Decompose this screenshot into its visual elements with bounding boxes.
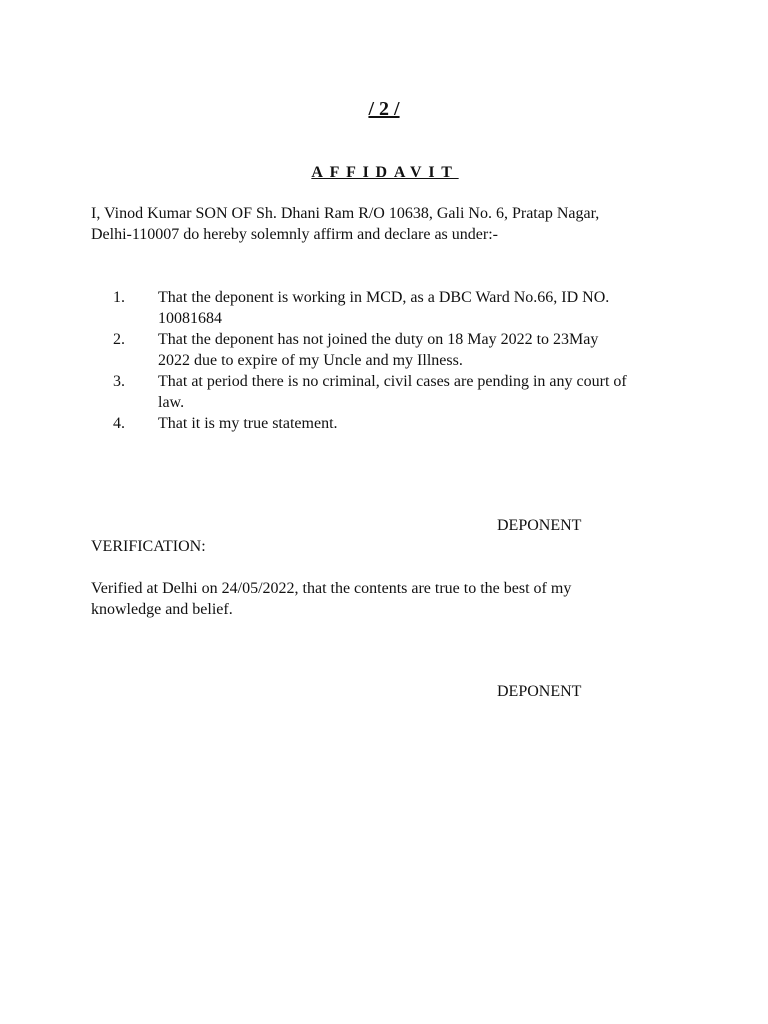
declaration-item — [91, 413, 691, 434]
declaration-item — [91, 287, 691, 329]
deponent-signature-label: DEPONENT — [497, 517, 582, 534]
verification-paragraph: Verified at Delhi on 24/05/2022, that the contents are true to the best of my knowledge and belief. — [91, 580, 572, 618]
declaration-number: 2. — [113, 331, 125, 348]
declaration-text: That the deponent has not joined the duty on 18 May 2022 to 23May 2022 due to expire of my Uncle and my Illness. — [158, 331, 599, 369]
document-title: AFFIDAVIT — [311, 164, 459, 181]
declaration-text: That at period there is no criminal, civil cases are pending in any court of law. — [158, 373, 627, 411]
declaration-text: That the deponent is working in MCD, as a DBC Ward No.66, ID NO. 10081684 — [158, 289, 610, 327]
declaration-number: 3. — [113, 373, 125, 390]
declaration-text: That it is my true statement. — [158, 415, 338, 432]
declaration-item — [91, 371, 691, 413]
deponent-signature-label: DEPONENT — [497, 683, 582, 700]
intro-paragraph: I, Vinod Kumar SON OF Sh. Dhani Ram R/O 10638, Gali No. 6, Pratap Nagar, Delhi-110007 do hereby solemnly affirm and declare as under:- — [91, 205, 600, 243]
declaration-list — [91, 287, 691, 434]
declaration-number: 4. — [113, 415, 125, 432]
declaration-number: 1. — [113, 289, 125, 306]
declaration-item — [91, 329, 691, 371]
page-number: / 2 / — [368, 98, 400, 120]
verification-heading: VERIFICATION: — [91, 538, 206, 555]
